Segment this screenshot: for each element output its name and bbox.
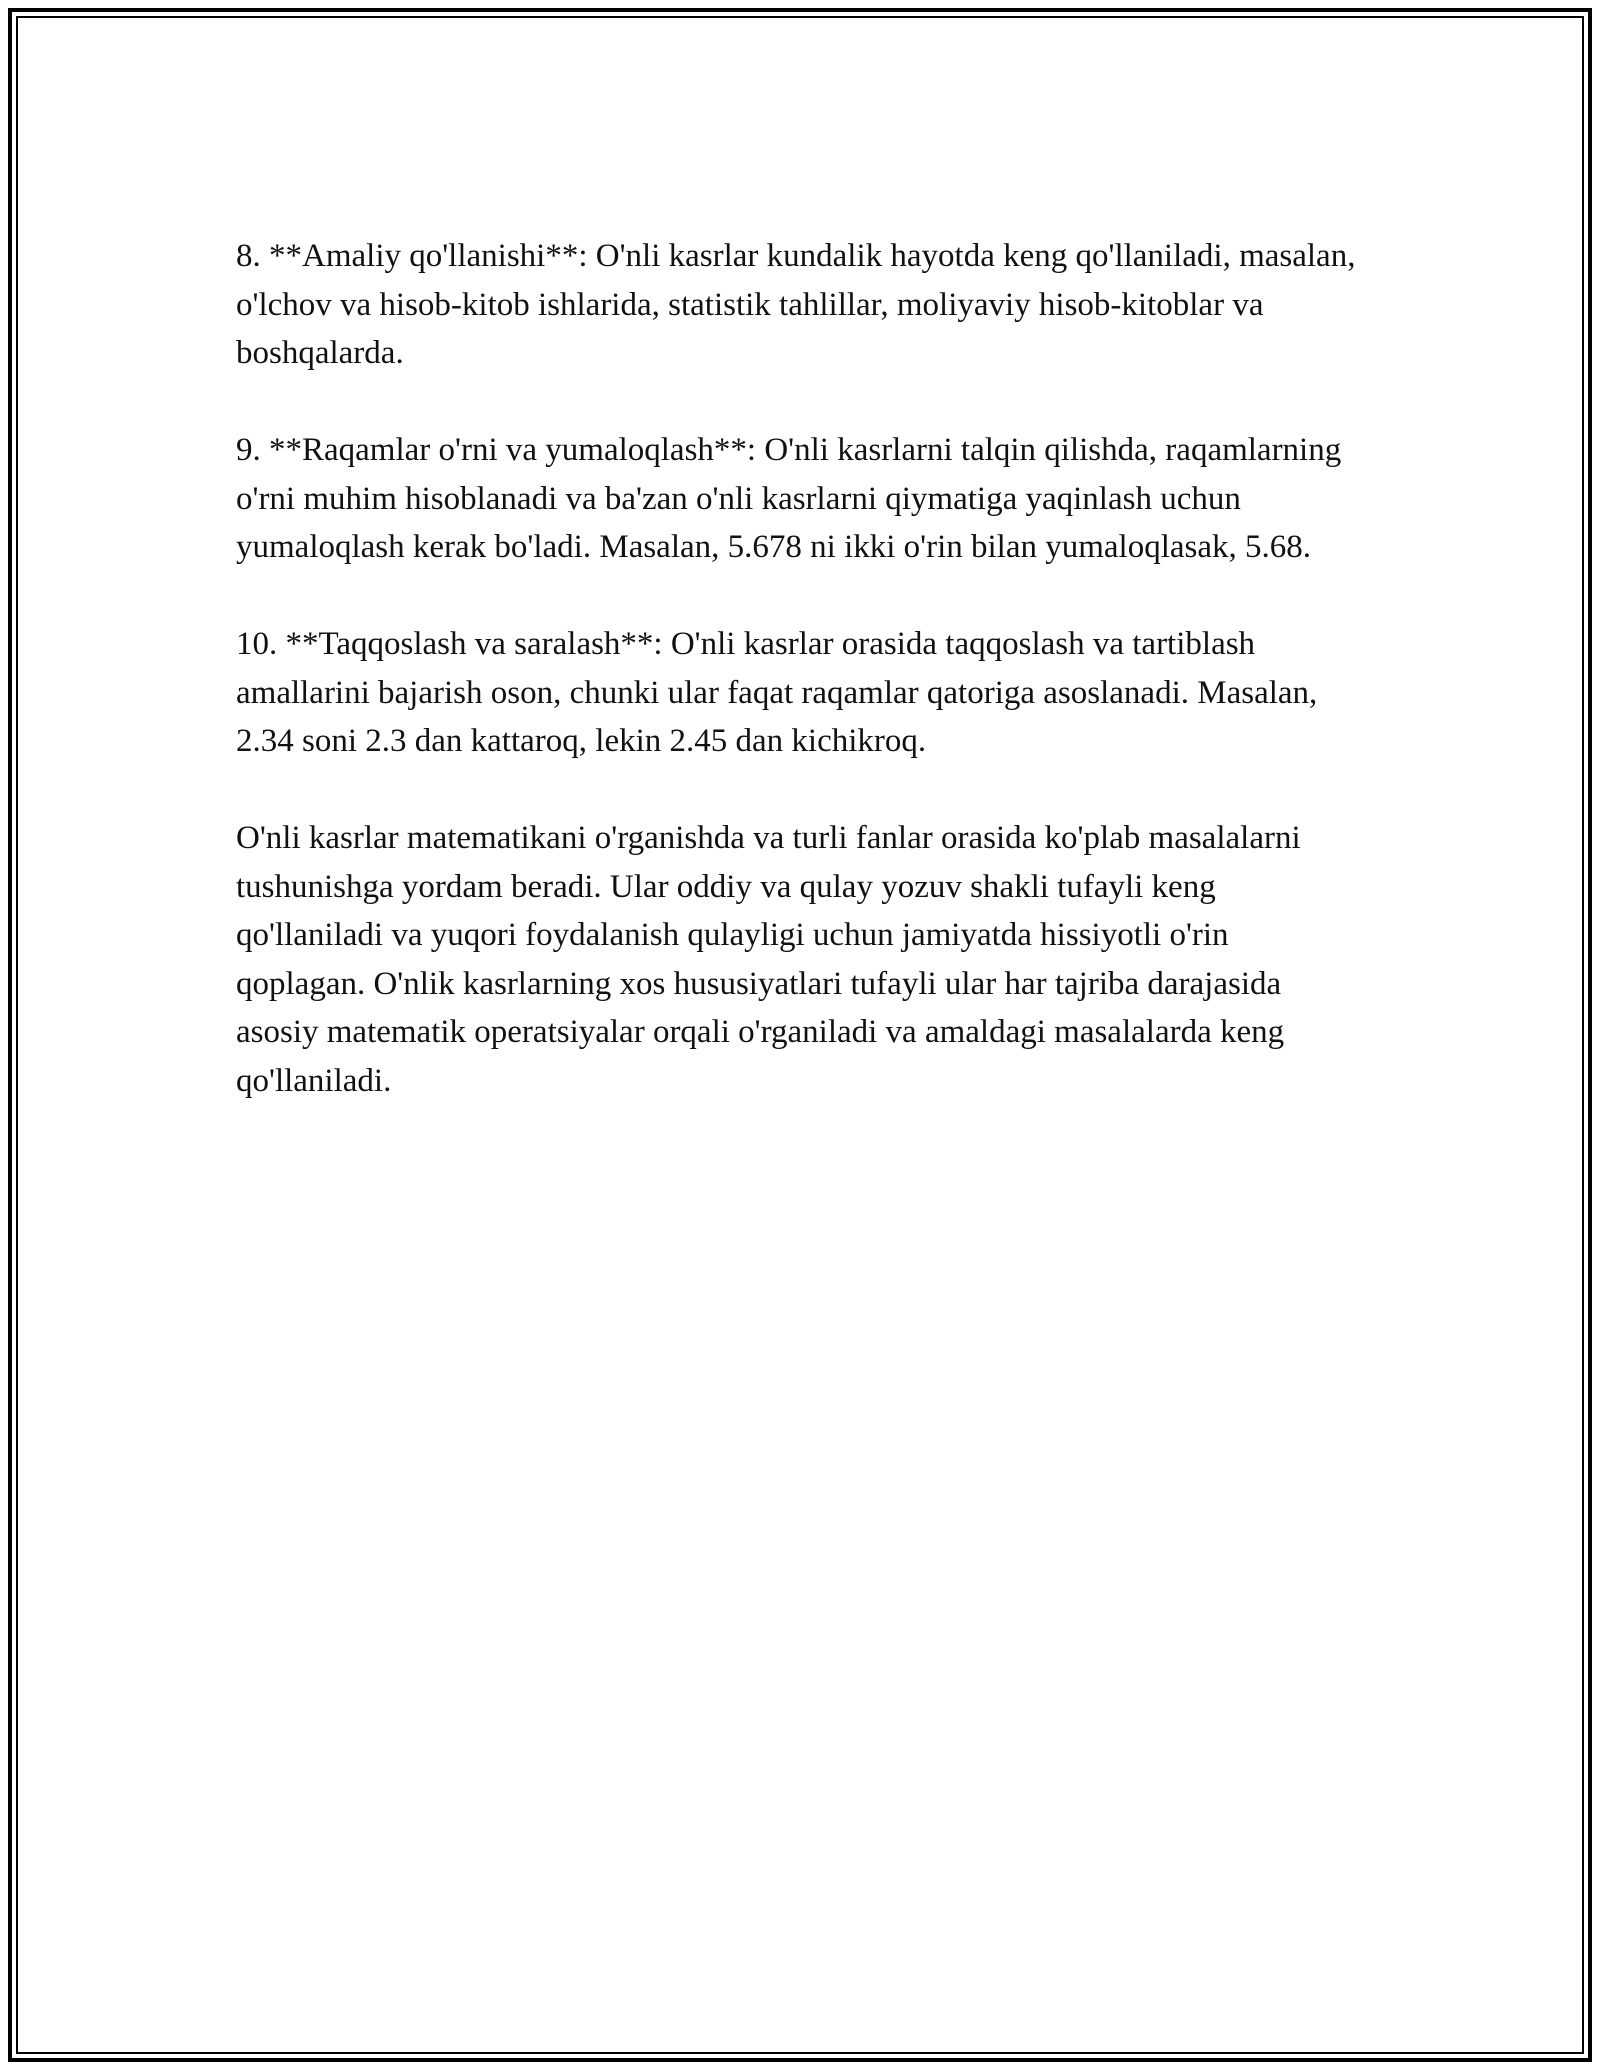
document-body	[236, 232, 1361, 1154]
paragraph-comparison-sorting: 10. **Taqqoslash va saralash**: O'nli kasrlar orasida taqqoslash va tartiblash amallarini bajarish oson, chunki ular faqat raqamlar qatoriga asoslanadi. Masalan, 2.34 soni 2.3 dan kattaroq, lekin 2.45 dan kichikroq.	[236, 626, 1318, 759]
paragraph-conclusion: O'nli kasrlar matematikani o'rganishda va turli fanlar orasida ko'plab masalalarni tushunishga yordam beradi. Ular oddiy va qulay yozuv shakli tufayli keng qo'llaniladi va yuqori foydalanish qulayligi uchun jamiyatda hissiyotli o'rin qoplagan. O'nlik kasrlarning xos hususiyatlari tufayli ular har tajriba darajasida asosiy matematik operatsiyalar orqali o'rganiladi va amaldagi masalalarda keng qo'llaniladi.	[236, 820, 1301, 1099]
paragraph-practical-application: 8. **Amaliy qo'llanishi**: O'nli kasrlar kundalik hayotda keng qo'llaniladi, masalan, o'lchov va hisob-kitob ishlarida, statistik tahlillar, moliyaviy hisob-kitoblar va boshqalarda.	[236, 238, 1356, 371]
paragraph-digit-place-rounding: 9. **Raqamlar o'rni va yumaloqlash**: O'nli kasrlarni talqin qilishda, raqamlarning o'rni muhim hisoblanadi va ba'zan o'nli kasrlarni qiymatiga yaqinlash uchun yumaloqlash kerak bo'ladi. Masalan, 5.678 ni ikki o'rin bilan yumaloqlasak, 5.68.	[236, 432, 1342, 565]
